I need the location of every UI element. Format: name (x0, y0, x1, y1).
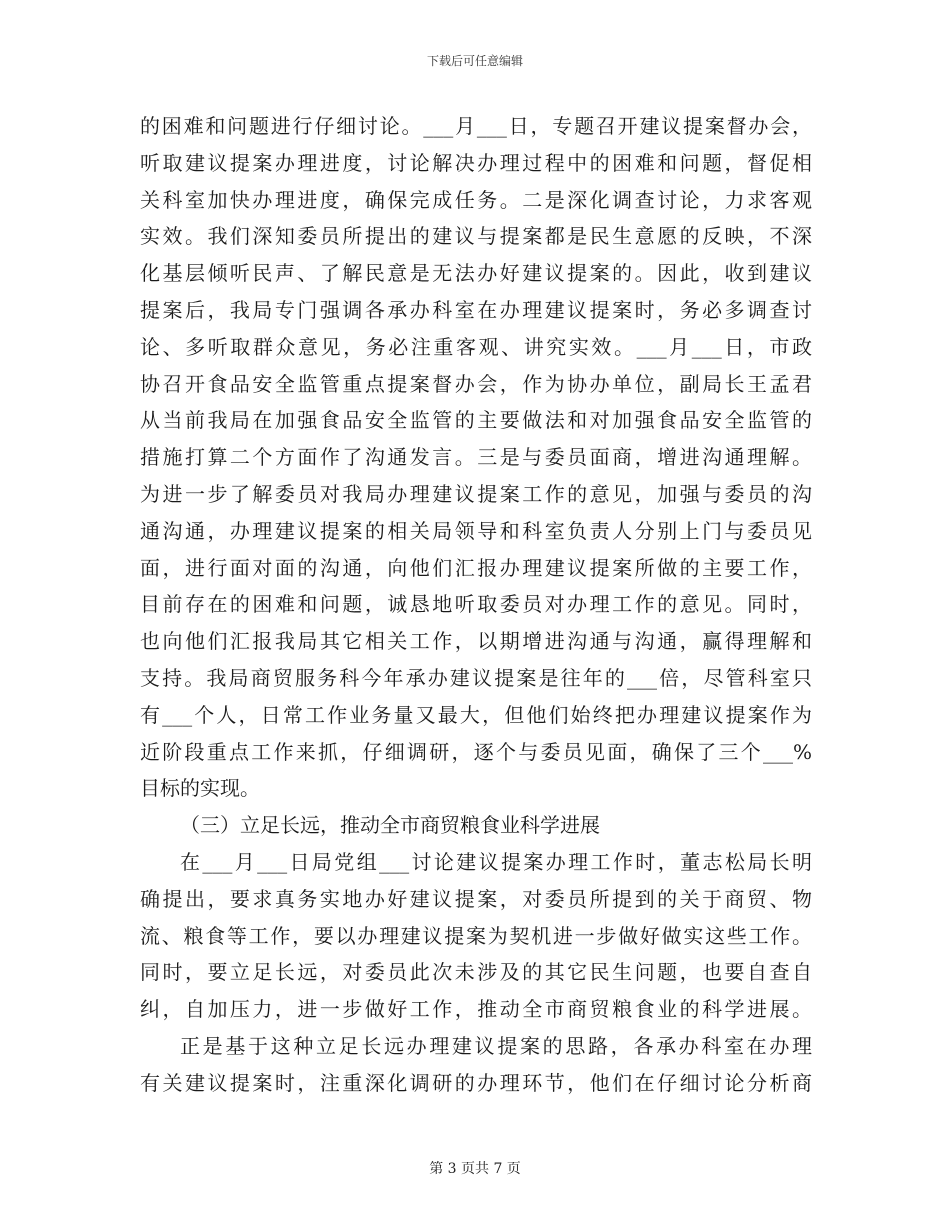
text-line: 为进一步了解委员对我局办理建议提案工作的意见，加强与委员的沟 (140, 481, 812, 506)
paragraph-1 (140, 108, 812, 807)
text-line: 化基层倾听民声、了解民意是无法办好建议提案的。因此，收到建议 (140, 261, 812, 286)
text-line: 在___月___日局党组___讨论建议提案办理工作时，董志松局长明 (180, 849, 812, 874)
text-line: 提案后，我局专门强调各承办科室在办理建议提案时，务必多调查讨 (140, 297, 812, 322)
text-line: 支持。我局商贸服务科今年承办建议提案是往年的___倍，尽管科室只 (140, 665, 812, 690)
text-line: 从当前我局在加强食品安全监管的主要做法和对加强食品安全监管的 (140, 408, 812, 433)
text-line: 措施打算二个方面作了沟通发言。三是与委员面商，增进沟通理解。 (140, 445, 812, 470)
text-line: 同时，要立足长远，对委员此次未涉及的其它民生问题，也要自查自 (140, 960, 812, 985)
paragraph-2 (140, 844, 812, 1028)
text-line: 有关建议提案时，注重深化调研的办理环节，他们在仔细讨论分析商 (140, 1070, 812, 1095)
text-line: 近阶段重点工作来抓，仔细调研，逐个与委员见面，确保了三个___% (140, 739, 812, 764)
text-line: 纠，自加压力，进一步做好工作，推动全市商贸粮食业的科学进展。 (140, 997, 812, 1022)
text-line: 通沟通，办理建议提案的相关局领导和科室负责人分别上门与委员见 (140, 518, 812, 543)
text-line: 的困难和问题进行仔细讨论。___月___日，专题召开建议提案督办会， (140, 114, 812, 138)
paragraph-3 (140, 1028, 812, 1102)
text-line: 目标的实现。 (140, 776, 260, 801)
text-line: 听取建议提案办理进度，讨论解决办理过程中的困难和问题，督促相 (140, 150, 812, 175)
text-line: 实效。我们深知委员所提出的建议与提案都是民生意愿的反映，不深 (140, 224, 812, 249)
page-footer: 第 3 页共 7 页 (429, 1161, 521, 1177)
text-line: 流、粮食等工作，要以办理建议提案为契机进一步做好做实这些工作。 (140, 923, 812, 948)
text-line: 协召开食品安全监管重点提案督办会，作为协办单位，副局长王孟君 (140, 371, 812, 396)
text-line: 目前存在的困难和问题，诚恳地听取委员对办理工作的意见。同时， (140, 592, 812, 617)
text-line: 正是基于这种立足长远办理建议提案的思路，各承办科室在办理 (180, 1033, 812, 1058)
text-line: 面，进行面对面的沟通，向他们汇报办理建议提案所做的主要工作， (140, 555, 812, 580)
text-line: 也向他们汇报我局其它相关工作，以期增进沟通与沟通，赢得理解和 (140, 629, 812, 654)
page-header: 下载后可任意编辑 (426, 54, 523, 68)
document-body (140, 108, 812, 1102)
text-line: 有___个人，日常工作业务量又最大，但他们始终把办理建议提案作为 (140, 702, 812, 727)
text-line: 论、多听取群众意见，务必注重客观、讲究实效。___月___日，市政 (140, 334, 812, 359)
text-line: 确提出，要求真务实地办好建议提案，对委员所提到的关于商贸、物 (140, 886, 812, 911)
text-line: 关科室加快办理进度，确保完成任务。二是深化调查讨论，力求客观 (140, 187, 812, 212)
section-heading: （三）立足长远，推动全市商贸粮食业科学进展 (180, 813, 600, 838)
